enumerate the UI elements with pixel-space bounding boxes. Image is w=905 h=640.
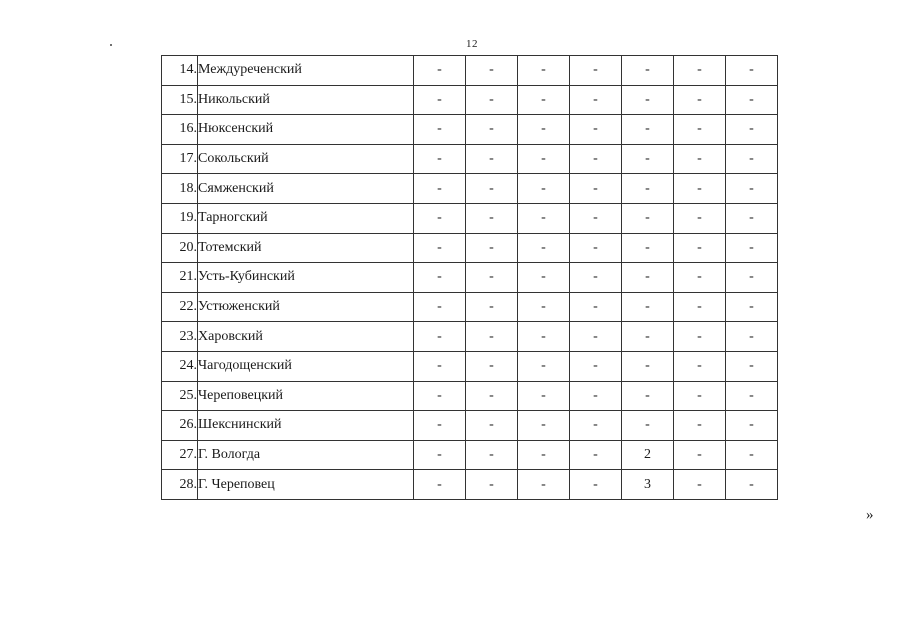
value-cell: - — [570, 381, 622, 411]
value-cell: - — [466, 174, 518, 204]
page-number: 12 — [466, 38, 478, 50]
value-cell: - — [726, 322, 778, 352]
value-cell: - — [570, 292, 622, 322]
value-cell: - — [414, 56, 466, 86]
value-cell: - — [622, 115, 674, 145]
value-cell: - — [466, 115, 518, 145]
district-name: Устюженский — [198, 292, 414, 322]
value-cell: - — [726, 381, 778, 411]
value-cell: - — [726, 233, 778, 263]
value-cell: - — [414, 351, 466, 381]
value-cell: - — [674, 144, 726, 174]
table-row — [162, 440, 778, 470]
value-cell: - — [674, 411, 726, 441]
value-cell: - — [622, 203, 674, 233]
value-cell: - — [726, 85, 778, 115]
value-cell: - — [466, 292, 518, 322]
value-cell: - — [622, 263, 674, 293]
value-cell: - — [414, 115, 466, 145]
district-table — [161, 55, 778, 500]
district-name: Сямженский — [198, 174, 414, 204]
value-cell: - — [674, 263, 726, 293]
value-cell: - — [674, 174, 726, 204]
value-cell: - — [622, 85, 674, 115]
value-cell: - — [414, 322, 466, 352]
value-cell: - — [466, 263, 518, 293]
value-cell: - — [570, 233, 622, 263]
district-name: Шекснинский — [198, 411, 414, 441]
value-cell: - — [622, 381, 674, 411]
district-name: Тарногский — [198, 203, 414, 233]
table-row — [162, 322, 778, 352]
value-cell: - — [518, 322, 570, 352]
value-cell: - — [414, 381, 466, 411]
closing-quote-mark: » — [866, 507, 874, 523]
value-cell: - — [518, 381, 570, 411]
table-row — [162, 351, 778, 381]
value-cell: - — [414, 411, 466, 441]
value-cell: - — [466, 411, 518, 441]
value-cell: - — [726, 115, 778, 145]
value-cell: 2 — [622, 440, 674, 470]
table-row — [162, 115, 778, 145]
value-cell: - — [674, 292, 726, 322]
row-number: 27. — [162, 440, 198, 470]
value-cell: - — [570, 322, 622, 352]
value-cell: - — [726, 203, 778, 233]
value-cell: - — [726, 144, 778, 174]
value-cell: - — [518, 56, 570, 86]
table-row — [162, 411, 778, 441]
value-cell: - — [518, 85, 570, 115]
value-cell: - — [466, 381, 518, 411]
district-name: Тотемский — [198, 233, 414, 263]
value-cell: - — [518, 351, 570, 381]
value-cell: - — [414, 144, 466, 174]
value-cell: - — [466, 470, 518, 500]
value-cell: - — [726, 411, 778, 441]
district-name: Междуреченский — [198, 56, 414, 86]
district-name: Череповецкий — [198, 381, 414, 411]
value-cell: - — [674, 115, 726, 145]
row-number: 15. — [162, 85, 198, 115]
value-cell: - — [570, 411, 622, 441]
table-row — [162, 203, 778, 233]
row-number: 17. — [162, 144, 198, 174]
value-cell: - — [414, 85, 466, 115]
value-cell: - — [570, 203, 622, 233]
value-cell: - — [622, 174, 674, 204]
row-number: 21. — [162, 263, 198, 293]
value-cell: - — [726, 263, 778, 293]
district-name: Усть-Кубинский — [198, 263, 414, 293]
value-cell: - — [674, 233, 726, 263]
table-row — [162, 263, 778, 293]
value-cell: - — [518, 440, 570, 470]
district-name: Г. Вологда — [198, 440, 414, 470]
table-row — [162, 381, 778, 411]
table-row — [162, 144, 778, 174]
value-cell: - — [414, 233, 466, 263]
value-cell: 3 — [622, 470, 674, 500]
row-number: 22. — [162, 292, 198, 322]
value-cell: - — [414, 440, 466, 470]
value-cell: - — [466, 351, 518, 381]
table-row — [162, 292, 778, 322]
value-cell: - — [674, 56, 726, 86]
value-cell: - — [622, 292, 674, 322]
row-number: 23. — [162, 322, 198, 352]
district-name: Нюксенский — [198, 115, 414, 145]
value-cell: - — [622, 322, 674, 352]
value-cell: - — [674, 381, 726, 411]
table-row — [162, 56, 778, 86]
district-name: Сокольский — [198, 144, 414, 174]
value-cell: - — [622, 233, 674, 263]
value-cell: - — [466, 233, 518, 263]
row-number: 20. — [162, 233, 198, 263]
value-cell: - — [466, 322, 518, 352]
value-cell: - — [414, 470, 466, 500]
value-cell: - — [726, 351, 778, 381]
value-cell: - — [466, 144, 518, 174]
value-cell: - — [518, 144, 570, 174]
value-cell: - — [622, 411, 674, 441]
value-cell: - — [414, 203, 466, 233]
value-cell: - — [466, 203, 518, 233]
value-cell: - — [518, 470, 570, 500]
row-number: 26. — [162, 411, 198, 441]
value-cell: - — [518, 115, 570, 145]
value-cell: - — [726, 470, 778, 500]
value-cell: - — [466, 85, 518, 115]
row-number: 24. — [162, 351, 198, 381]
value-cell: - — [726, 56, 778, 86]
scan-speck — [110, 44, 112, 46]
value-cell: - — [674, 203, 726, 233]
value-cell: - — [466, 56, 518, 86]
table-body — [162, 56, 778, 500]
value-cell: - — [414, 174, 466, 204]
district-name: Харовский — [198, 322, 414, 352]
table-row — [162, 233, 778, 263]
district-name: Г. Череповец — [198, 470, 414, 500]
value-cell: - — [674, 322, 726, 352]
row-number: 14. — [162, 56, 198, 86]
value-cell: - — [570, 115, 622, 145]
row-number: 25. — [162, 381, 198, 411]
value-cell: - — [518, 233, 570, 263]
value-cell: - — [570, 263, 622, 293]
value-cell: - — [570, 440, 622, 470]
table-row — [162, 174, 778, 204]
value-cell: - — [570, 174, 622, 204]
value-cell: - — [674, 440, 726, 470]
district-name: Чагодощенский — [198, 351, 414, 381]
district-name: Никольский — [198, 85, 414, 115]
value-cell: - — [726, 174, 778, 204]
value-cell: - — [726, 292, 778, 322]
value-cell: - — [622, 351, 674, 381]
row-number: 28. — [162, 470, 198, 500]
value-cell: - — [726, 440, 778, 470]
value-cell: - — [674, 85, 726, 115]
table-row — [162, 85, 778, 115]
row-number: 19. — [162, 203, 198, 233]
value-cell: - — [622, 56, 674, 86]
value-cell: - — [518, 174, 570, 204]
row-number: 18. — [162, 174, 198, 204]
value-cell: - — [570, 470, 622, 500]
value-cell: - — [414, 292, 466, 322]
value-cell: - — [518, 263, 570, 293]
value-cell: - — [674, 351, 726, 381]
value-cell: - — [570, 144, 622, 174]
value-cell: - — [518, 203, 570, 233]
row-number: 16. — [162, 115, 198, 145]
table-row — [162, 470, 778, 500]
value-cell: - — [570, 351, 622, 381]
value-cell: - — [518, 292, 570, 322]
value-cell: - — [518, 411, 570, 441]
value-cell: - — [570, 56, 622, 86]
value-cell: - — [466, 440, 518, 470]
value-cell: - — [414, 263, 466, 293]
value-cell: - — [674, 470, 726, 500]
value-cell: - — [570, 85, 622, 115]
value-cell: - — [622, 144, 674, 174]
